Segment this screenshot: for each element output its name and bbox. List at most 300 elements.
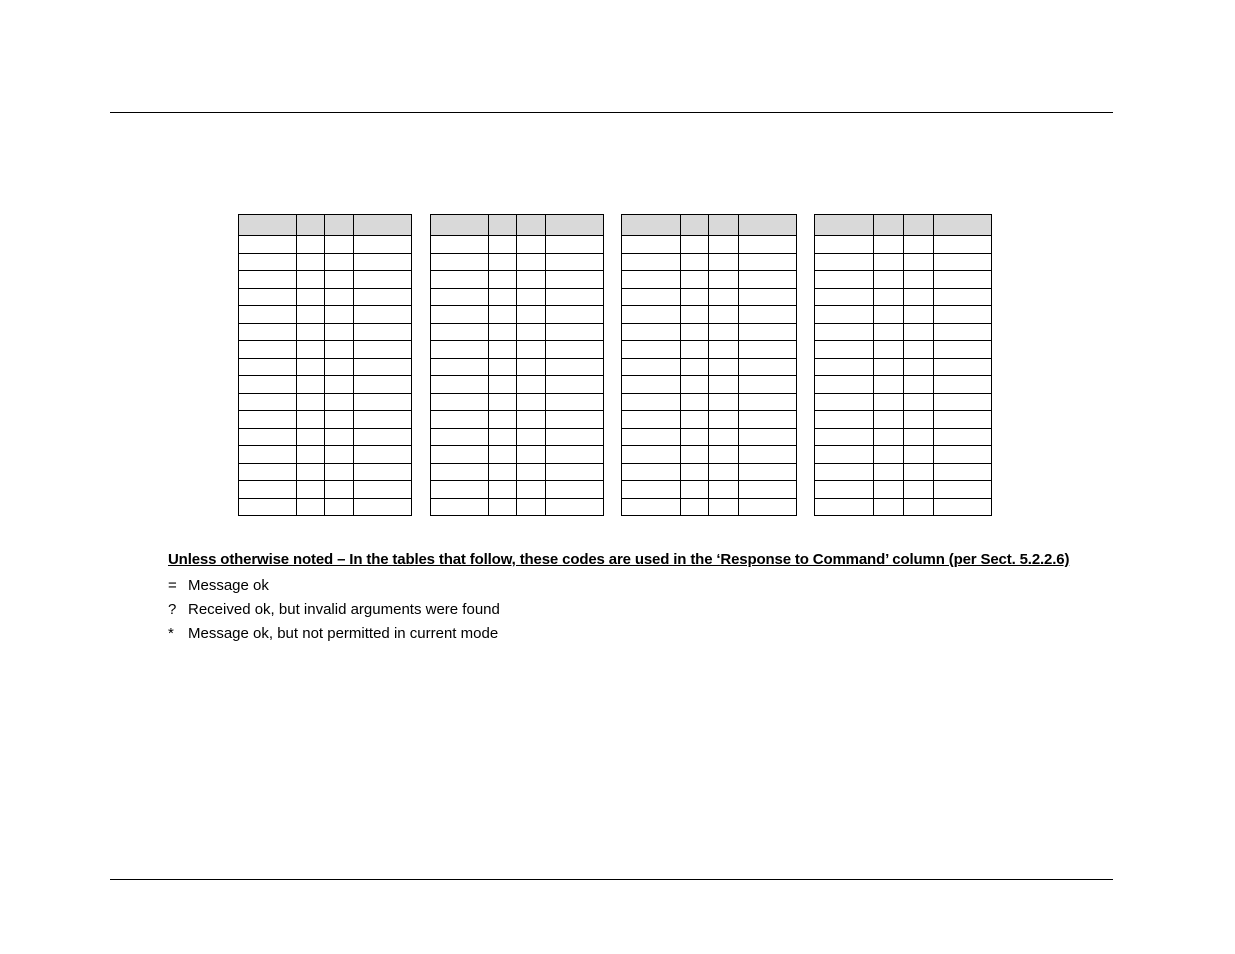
table-cell <box>489 288 517 306</box>
table-cell <box>815 446 874 464</box>
table-cell <box>489 253 517 271</box>
table-cell <box>354 288 412 306</box>
table-cell <box>354 323 412 341</box>
table-cell <box>325 253 354 271</box>
table-cell <box>517 446 546 464</box>
table-cell <box>709 358 739 376</box>
table-cell <box>934 446 992 464</box>
table-cell <box>934 376 992 394</box>
table-row <box>815 288 992 306</box>
table-row <box>815 306 992 324</box>
table-header-row <box>815 215 992 236</box>
table-cell <box>934 288 992 306</box>
table-row <box>239 323 412 341</box>
table-cell <box>489 393 517 411</box>
table-cell <box>904 341 934 359</box>
table-cell <box>874 323 904 341</box>
table-row <box>431 446 604 464</box>
table-row <box>622 498 797 516</box>
table-cell <box>431 253 489 271</box>
table-cell <box>354 376 412 394</box>
table-header-cell <box>297 215 325 236</box>
table-row <box>815 341 992 359</box>
table-cell <box>681 428 709 446</box>
table-cell <box>354 253 412 271</box>
table-cell <box>681 358 709 376</box>
table-cell <box>934 236 992 254</box>
table-cell <box>517 376 546 394</box>
table-cell <box>709 393 739 411</box>
table-cell <box>622 481 681 499</box>
table-cell <box>489 358 517 376</box>
table-row <box>239 306 412 324</box>
table-cell <box>904 428 934 446</box>
table-cell <box>815 341 874 359</box>
table-header-row <box>239 215 412 236</box>
table-cell <box>546 306 604 324</box>
table-cell <box>815 253 874 271</box>
table-cell <box>546 411 604 429</box>
table-cell <box>546 463 604 481</box>
table-cell <box>517 341 546 359</box>
table-cell <box>297 323 325 341</box>
table-cell <box>431 428 489 446</box>
table-cell <box>622 393 681 411</box>
table-row <box>431 498 604 516</box>
table-cell <box>815 463 874 481</box>
table-row <box>815 236 992 254</box>
table-cell <box>517 323 546 341</box>
table-cell <box>622 498 681 516</box>
table-row <box>239 481 412 499</box>
table-row <box>431 341 604 359</box>
table-row <box>622 341 797 359</box>
table-cell <box>354 271 412 289</box>
table-cell <box>739 428 797 446</box>
table-cell <box>297 498 325 516</box>
table-cell <box>904 288 934 306</box>
table-cell <box>517 271 546 289</box>
table-row <box>239 341 412 359</box>
table-cell <box>904 446 934 464</box>
table-row <box>431 411 604 429</box>
table-header-cell <box>325 215 354 236</box>
table-cell <box>622 341 681 359</box>
table-cell <box>709 271 739 289</box>
table-cell <box>709 446 739 464</box>
table-cell <box>681 446 709 464</box>
table-cell <box>325 358 354 376</box>
table-cell <box>297 341 325 359</box>
table-cell <box>739 481 797 499</box>
table-cell <box>239 288 297 306</box>
table-row <box>431 253 604 271</box>
table-cell <box>934 341 992 359</box>
table-cell <box>934 498 992 516</box>
table-row <box>815 463 992 481</box>
table-cell <box>517 463 546 481</box>
table-cell <box>815 358 874 376</box>
table-cell <box>874 253 904 271</box>
table-cell <box>325 288 354 306</box>
table-cell <box>874 411 904 429</box>
table-cell <box>297 288 325 306</box>
table-header-row <box>431 215 604 236</box>
table-cell <box>904 393 934 411</box>
table-cell <box>297 411 325 429</box>
table-cell <box>904 306 934 324</box>
table-cell <box>904 271 934 289</box>
table-cell <box>681 393 709 411</box>
table-header-cell <box>546 215 604 236</box>
table-cell <box>874 428 904 446</box>
header-rule <box>110 112 1113 113</box>
table-cell <box>297 446 325 464</box>
table-cell <box>934 481 992 499</box>
table-cell <box>239 323 297 341</box>
table-cell <box>546 481 604 499</box>
table-cell <box>489 323 517 341</box>
table-cell <box>681 376 709 394</box>
table-cell <box>934 463 992 481</box>
table-cell <box>709 481 739 499</box>
response-table <box>621 214 797 516</box>
table-cell <box>874 236 904 254</box>
table-cell <box>709 411 739 429</box>
table-cell <box>815 236 874 254</box>
table-cell <box>431 463 489 481</box>
table-cell <box>239 428 297 446</box>
table-header-cell <box>874 215 904 236</box>
table-cell <box>517 358 546 376</box>
table-cell <box>297 393 325 411</box>
table-cell <box>297 253 325 271</box>
table-cell <box>934 411 992 429</box>
table-header-cell <box>815 215 874 236</box>
table-row <box>239 393 412 411</box>
legend-symbol: * <box>168 625 174 642</box>
table-cell <box>517 498 546 516</box>
table-row <box>815 323 992 341</box>
table-cell <box>681 341 709 359</box>
table-row <box>815 481 992 499</box>
table-cell <box>815 498 874 516</box>
table-cell <box>815 271 874 289</box>
table-row <box>815 411 992 429</box>
table-cell <box>431 271 489 289</box>
table-cell <box>874 446 904 464</box>
table-cell <box>239 393 297 411</box>
table-row <box>431 393 604 411</box>
table-row <box>431 358 604 376</box>
table-cell <box>354 358 412 376</box>
table-cell <box>325 498 354 516</box>
table-cell <box>517 236 546 254</box>
table-row <box>622 288 797 306</box>
table-cell <box>517 253 546 271</box>
table-cell <box>239 271 297 289</box>
table-cell <box>709 341 739 359</box>
table-cell <box>739 446 797 464</box>
table-cell <box>239 358 297 376</box>
table-header-cell <box>354 215 412 236</box>
table-row <box>622 306 797 324</box>
table-cell <box>739 393 797 411</box>
table-row <box>431 463 604 481</box>
table-cell <box>239 236 297 254</box>
table-cell <box>904 463 934 481</box>
table-cell <box>934 306 992 324</box>
table-cell <box>739 376 797 394</box>
table-cell <box>354 236 412 254</box>
table-cell <box>681 253 709 271</box>
table-row <box>431 306 604 324</box>
table-cell <box>904 323 934 341</box>
legend-symbol: ? <box>168 601 177 618</box>
table-row <box>622 358 797 376</box>
table-cell <box>325 446 354 464</box>
table-cell <box>874 481 904 499</box>
table-cell <box>874 376 904 394</box>
table-cell <box>297 376 325 394</box>
table-cell <box>739 411 797 429</box>
table-cell <box>489 481 517 499</box>
footer-rule <box>110 879 1113 880</box>
table-row <box>815 376 992 394</box>
table-cell <box>297 428 325 446</box>
table-cell <box>354 306 412 324</box>
table-cell <box>546 393 604 411</box>
table-header-cell <box>904 215 934 236</box>
table-row <box>239 288 412 306</box>
table-cell <box>239 306 297 324</box>
table-cell <box>546 236 604 254</box>
table-row <box>431 428 604 446</box>
table-cell <box>739 463 797 481</box>
table-header-cell <box>934 215 992 236</box>
table-cell <box>874 341 904 359</box>
table-cell <box>904 358 934 376</box>
table-cell <box>517 288 546 306</box>
table-header-cell <box>239 215 297 236</box>
table-cell <box>622 323 681 341</box>
table-cell <box>297 236 325 254</box>
table-cell <box>546 323 604 341</box>
table-cell <box>622 446 681 464</box>
table-cell <box>815 393 874 411</box>
table-cell <box>546 446 604 464</box>
table-cell <box>546 288 604 306</box>
table-cell <box>489 498 517 516</box>
table-cell <box>622 253 681 271</box>
table-cell <box>622 306 681 324</box>
table-row <box>239 271 412 289</box>
table-cell <box>934 323 992 341</box>
table-cell <box>622 288 681 306</box>
table-cell <box>739 271 797 289</box>
table-row <box>239 253 412 271</box>
table-cell <box>681 323 709 341</box>
table-cell <box>739 253 797 271</box>
table-row <box>815 446 992 464</box>
table-row <box>622 463 797 481</box>
table-cell <box>354 463 412 481</box>
table-cell <box>431 306 489 324</box>
response-table <box>814 214 992 516</box>
table-cell <box>239 253 297 271</box>
table-cell <box>239 498 297 516</box>
table-cell <box>709 498 739 516</box>
response-table <box>430 214 604 516</box>
table-row <box>239 376 412 394</box>
table-cell <box>681 288 709 306</box>
table-cell <box>904 253 934 271</box>
table-cell <box>934 253 992 271</box>
table-cell <box>874 358 904 376</box>
table-row <box>622 428 797 446</box>
table-cell <box>681 498 709 516</box>
table-cell <box>815 411 874 429</box>
table-cell <box>354 481 412 499</box>
table-cell <box>325 463 354 481</box>
table-cell <box>239 481 297 499</box>
table-header-cell <box>622 215 681 236</box>
table-cell <box>934 428 992 446</box>
table-cell <box>815 376 874 394</box>
table-cell <box>904 411 934 429</box>
table-row <box>239 411 412 429</box>
table-cell <box>431 411 489 429</box>
table-cell <box>546 498 604 516</box>
table-cell <box>517 481 546 499</box>
table-row <box>622 271 797 289</box>
table-cell <box>681 481 709 499</box>
table-header-cell <box>709 215 739 236</box>
table-cell <box>354 428 412 446</box>
table-cell <box>517 306 546 324</box>
table-cell <box>239 341 297 359</box>
table-cell <box>354 393 412 411</box>
response-table <box>238 214 412 516</box>
table-cell <box>546 358 604 376</box>
table-cell <box>489 271 517 289</box>
table-cell <box>622 376 681 394</box>
table-cell <box>325 236 354 254</box>
table-cell <box>546 253 604 271</box>
table-cell <box>489 236 517 254</box>
table-cell <box>709 288 739 306</box>
table-cell <box>815 428 874 446</box>
table-cell <box>622 358 681 376</box>
table-row <box>239 446 412 464</box>
table-cell <box>431 288 489 306</box>
table-row <box>431 288 604 306</box>
table-cell <box>431 498 489 516</box>
table-row <box>431 376 604 394</box>
table-cell <box>622 463 681 481</box>
table-row <box>815 498 992 516</box>
table-cell <box>431 376 489 394</box>
table-cell <box>622 271 681 289</box>
table-cell <box>489 306 517 324</box>
table-cell <box>904 481 934 499</box>
legend-title: Unless otherwise noted – In the tables that follow, these codes are used in the ‘Response to Command’ column (per Sect. 5.2.2.6) <box>168 551 1070 568</box>
table-row <box>622 376 797 394</box>
table-cell <box>325 481 354 499</box>
table-cell <box>874 271 904 289</box>
table-row <box>431 236 604 254</box>
table-row <box>431 481 604 499</box>
table-row <box>815 271 992 289</box>
table-cell <box>546 271 604 289</box>
table-cell <box>934 271 992 289</box>
table-cell <box>325 411 354 429</box>
table-cell <box>517 411 546 429</box>
table-cell <box>739 341 797 359</box>
table-cell <box>815 306 874 324</box>
table-row <box>622 323 797 341</box>
table-cell <box>239 411 297 429</box>
table-cell <box>874 393 904 411</box>
table-cell <box>297 481 325 499</box>
table-row <box>239 463 412 481</box>
table-cell <box>709 236 739 254</box>
table-cell <box>546 376 604 394</box>
table-cell <box>622 411 681 429</box>
table-cell <box>681 271 709 289</box>
table-header-cell <box>489 215 517 236</box>
table-cell <box>709 376 739 394</box>
table-cell <box>739 323 797 341</box>
table-cell <box>325 428 354 446</box>
table-cell <box>325 376 354 394</box>
table-cell <box>681 236 709 254</box>
table-cell <box>934 358 992 376</box>
table-row <box>431 323 604 341</box>
table-cell <box>431 323 489 341</box>
table-cell <box>325 271 354 289</box>
table-cell <box>815 481 874 499</box>
table-cell <box>815 288 874 306</box>
table-cell <box>874 306 904 324</box>
table-cell <box>239 376 297 394</box>
table-row <box>239 498 412 516</box>
table-cell <box>325 323 354 341</box>
table-cell <box>546 341 604 359</box>
table-cell <box>874 498 904 516</box>
table-cell <box>325 341 354 359</box>
legend-item-not-permitted <box>168 625 498 642</box>
table-cell <box>489 376 517 394</box>
table-cell <box>431 481 489 499</box>
table-cell <box>431 393 489 411</box>
table-cell <box>239 463 297 481</box>
table-cell <box>934 393 992 411</box>
table-cell <box>431 358 489 376</box>
table-row <box>431 271 604 289</box>
table-cell <box>874 288 904 306</box>
table-cell <box>354 411 412 429</box>
legend-text: Message ok, but not permitted in current mode <box>188 625 499 642</box>
table-cell <box>431 341 489 359</box>
table-cell <box>354 446 412 464</box>
table-row <box>622 253 797 271</box>
table-cell <box>622 236 681 254</box>
legend-item-invalid-args <box>168 601 500 618</box>
table-cell <box>681 411 709 429</box>
table-cell <box>739 306 797 324</box>
table-cell <box>815 323 874 341</box>
